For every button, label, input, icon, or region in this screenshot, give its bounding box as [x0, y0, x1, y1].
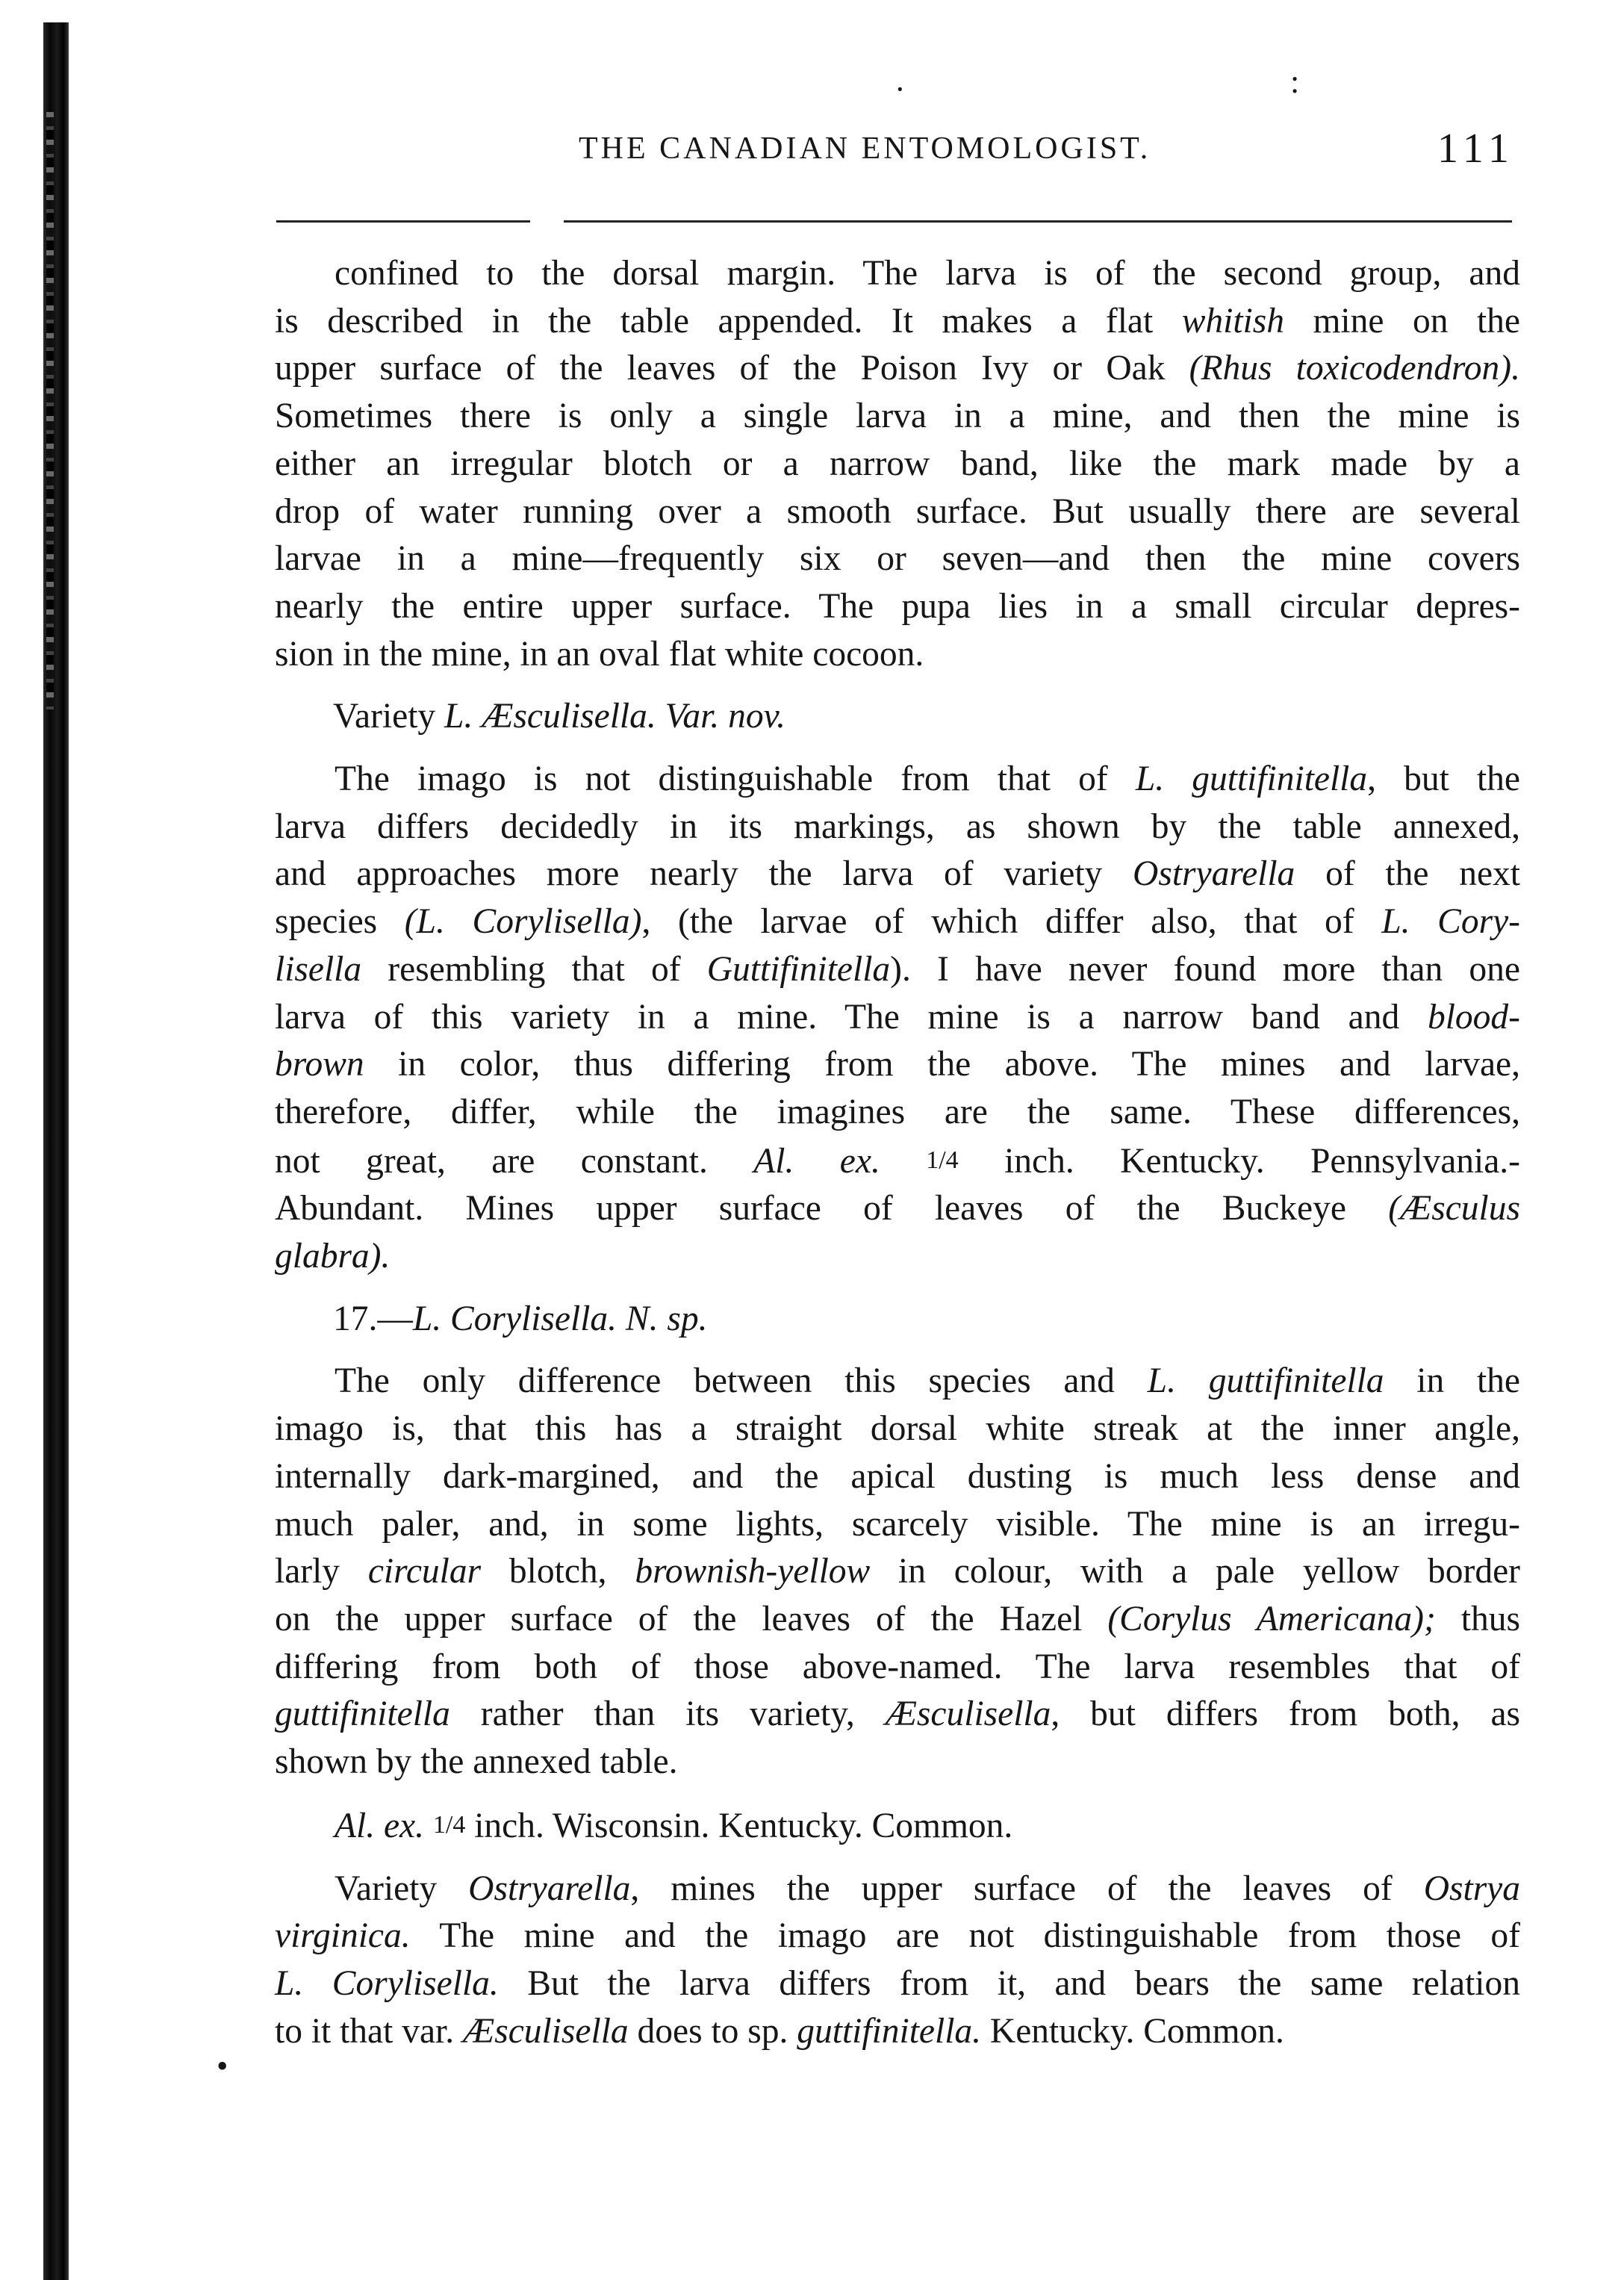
text-line	[275, 535, 1520, 583]
text-run: differing from both of those above-named. The larva resembles that of	[275, 1647, 1520, 1686]
italic-run: Ostrya	[1423, 1869, 1521, 1908]
paragraph	[275, 250, 1520, 678]
text-line	[275, 1233, 1520, 1281]
italic-run: L. Corylisella.	[275, 1963, 499, 2003]
stray-dot: ·	[895, 71, 906, 108]
text-line	[275, 1866, 1520, 1913]
italic-run: N. sp.	[625, 1299, 708, 1338]
text-line	[275, 1358, 1520, 1405]
text-line	[275, 1089, 1520, 1137]
italic-run: Ostryarella	[1133, 854, 1295, 894]
text-line	[275, 393, 1520, 441]
italic-run: Al. ex.	[335, 1806, 425, 1845]
text-run: either an irregular blotch or a narrow band, like the mark made by a	[275, 444, 1520, 483]
text-line	[275, 583, 1520, 631]
text-line	[275, 2008, 1520, 2056]
variety-heading	[275, 693, 1520, 741]
text-run: larly	[275, 1552, 368, 1591]
text-run: internally dark-margined, and the apical dusting is much less dense and	[275, 1456, 1520, 1496]
header-rule	[564, 220, 1512, 223]
fraction: 1/4	[432, 1810, 466, 1839]
text-run	[617, 1299, 626, 1338]
text-line	[275, 1405, 1520, 1453]
italic-run: L. Æsculisella.	[444, 697, 656, 736]
text-line	[275, 1739, 1520, 1786]
text-run: larva differs decidedly in its markings, as shown by the table annexed,	[275, 807, 1520, 846]
text-line	[275, 1501, 1520, 1549]
italic-run: guttifinitella	[275, 1695, 450, 1734]
text-run: , (the larvae of which differ also, that of	[641, 902, 1382, 942]
text-run: inch. Wisconsin. Kentucky. Common.	[465, 1806, 1013, 1845]
text-run: , but the	[1367, 760, 1521, 799]
text-line	[275, 1453, 1520, 1501]
text-line	[275, 756, 1520, 804]
text-run: does to sp.	[628, 2011, 797, 2051]
text-line	[275, 298, 1520, 346]
text-run: 17.—	[333, 1299, 413, 1338]
italic-run: Var. nov.	[665, 697, 786, 736]
text-line	[275, 1691, 1520, 1739]
paragraph	[275, 1866, 1520, 2056]
running-head	[276, 125, 1516, 183]
text-run: , mines the upper surface of the leaves of	[630, 1869, 1424, 1908]
text-run: on the upper surface of the leaves of the Hazel	[275, 1599, 1108, 1638]
text-run: Sometimes there is only a single larva in a mine, and then the mine is	[275, 397, 1520, 436]
text-run: shown by the annexed table.	[275, 1742, 678, 1782]
book-binding-edge	[43, 22, 69, 2280]
text-run: to it that var.	[275, 2011, 463, 2051]
text-run: larva of this variety in a mine. The mine is a narrow band and	[275, 997, 1428, 1037]
italic-run: Guttifinitella	[706, 949, 891, 989]
italic-run: guttifinitella.	[797, 2011, 982, 2051]
text-run: is described in the table appended. It makes a flat	[275, 301, 1182, 341]
text-run: much paler, and, in some lights, scarcely visible. The mine is an irregu-	[275, 1504, 1520, 1544]
text-run: inch. Kentucky. Pennsylvania.-	[958, 1141, 1520, 1181]
text-line	[275, 1548, 1520, 1596]
text-line	[275, 946, 1520, 994]
text-run: Variety	[333, 697, 445, 736]
italic-run: brown	[275, 1045, 364, 1084]
text-line	[275, 1960, 1520, 2008]
text-run	[424, 1807, 433, 1845]
text-run: The mine and the imago are not distinguishable from those of	[410, 1916, 1520, 1956]
text-line	[275, 1137, 1520, 1186]
text-run: not great, are constant.	[275, 1141, 754, 1181]
text-line	[275, 1644, 1520, 1692]
italic-run: blood-	[1427, 997, 1520, 1037]
text-run: Kentucky. Common.	[981, 2011, 1284, 2051]
text-line	[275, 488, 1520, 536]
text-run: , but differs from both, as	[1051, 1695, 1521, 1734]
article-body	[275, 250, 1520, 2055]
italic-run: L. guttifinitella	[1147, 1361, 1384, 1401]
text-run: rather than its variety,	[449, 1695, 886, 1734]
italic-run: lisella	[275, 949, 362, 989]
text-run	[656, 697, 665, 736]
text-line	[275, 250, 1520, 298]
text-run: nearly the entire upper surface. The pupa lies in a small circular depres-	[275, 586, 1520, 626]
text-run: and approaches more nearly the larva of variety	[275, 854, 1133, 894]
text-run: ). I have never found more than one	[890, 949, 1520, 989]
italic-run: (Rhus toxicodendron).	[1189, 349, 1520, 388]
text-line	[275, 1913, 1520, 1960]
italic-run: L. Cory-	[1381, 902, 1520, 942]
italic-run: virginica.	[275, 1916, 411, 1956]
italic-run: Al. ex.	[753, 1141, 880, 1181]
italic-run: (Æsculus	[1388, 1189, 1520, 1228]
page-number: 111	[1437, 125, 1515, 172]
paragraph	[275, 1801, 1520, 1851]
italic-run: L. Corylisella.	[412, 1299, 617, 1338]
italic-run: (L. Corylisella)	[404, 902, 642, 942]
text-run: therefore, differ, while the imagines are the same. These differences,	[275, 1092, 1520, 1131]
italic-run: whitish	[1181, 301, 1284, 341]
stray-colon: :	[1290, 63, 1300, 100]
text-line	[275, 994, 1520, 1042]
text-run: blotch,	[481, 1552, 635, 1591]
text-run: Variety	[335, 1869, 469, 1908]
text-run: imago is, that this has a straight dorsal white streak at the inner angle,	[275, 1409, 1520, 1449]
text-line	[275, 441, 1520, 488]
text-run: species	[275, 902, 405, 942]
text-run: in colour, with a pale yellow border	[870, 1552, 1520, 1591]
text-line	[275, 1185, 1520, 1233]
header-rule	[276, 220, 530, 223]
text-line	[275, 1596, 1520, 1644]
text-run	[880, 1142, 926, 1181]
text-run: in the	[1384, 1361, 1521, 1401]
fraction: 1/4	[926, 1146, 959, 1174]
italic-run: L. guttifinitella	[1135, 760, 1368, 799]
species-heading	[275, 1296, 1520, 1344]
text-run: of the next	[1295, 854, 1520, 894]
text-line	[275, 1801, 1520, 1851]
italic-run: brownish-yellow	[635, 1552, 871, 1591]
text-run: The only difference between this species and	[335, 1361, 1148, 1401]
italic-run: Æsculisella	[885, 1695, 1051, 1734]
text-run: confined to the dorsal margin. The larva is of the second group, and	[335, 254, 1520, 293]
text-run: sion in the mine, in an oval flat white cocoon.	[275, 634, 924, 674]
text-run: upper surface of the leaves of the Poison Ivy or Oak	[275, 349, 1189, 388]
text-run: in color, thus differing from the above. The mines and larvae,	[364, 1045, 1520, 1084]
italic-run: (Corylus Americana);	[1107, 1599, 1436, 1638]
text-line	[275, 851, 1520, 898]
text-line	[275, 1041, 1520, 1089]
italic-run: glabra).	[275, 1237, 391, 1276]
text-run: larvae in a mine—frequently six or seven—and then the mine covers	[275, 539, 1520, 579]
text-run: But the larva differs from it, and bears the same relation	[498, 1963, 1520, 2003]
paragraph	[275, 756, 1520, 1281]
text-run: The imago is not distinguishable from that of	[335, 760, 1136, 799]
italic-run: Ostryarella	[468, 1869, 631, 1908]
text-run: resembling that of	[361, 949, 707, 989]
paragraph	[275, 1358, 1520, 1786]
stray-dot: •	[217, 2048, 228, 2084]
text-run: Abundant. Mines upper surface of leaves of the Buckeye	[275, 1189, 1389, 1228]
text-line	[275, 631, 1520, 679]
text-line	[275, 804, 1520, 851]
text-run: thus	[1435, 1599, 1520, 1638]
text-run: drop of water running over a smooth surface. But usually there are several	[275, 491, 1520, 531]
running-title: THE CANADIAN ENTOMOLOGIST.	[579, 131, 1151, 166]
text-line	[275, 345, 1520, 393]
italic-run: Æsculisella	[462, 2011, 629, 2051]
italic-run: circular	[367, 1552, 482, 1591]
text-run: mine on the	[1284, 301, 1520, 341]
text-line	[275, 898, 1520, 946]
